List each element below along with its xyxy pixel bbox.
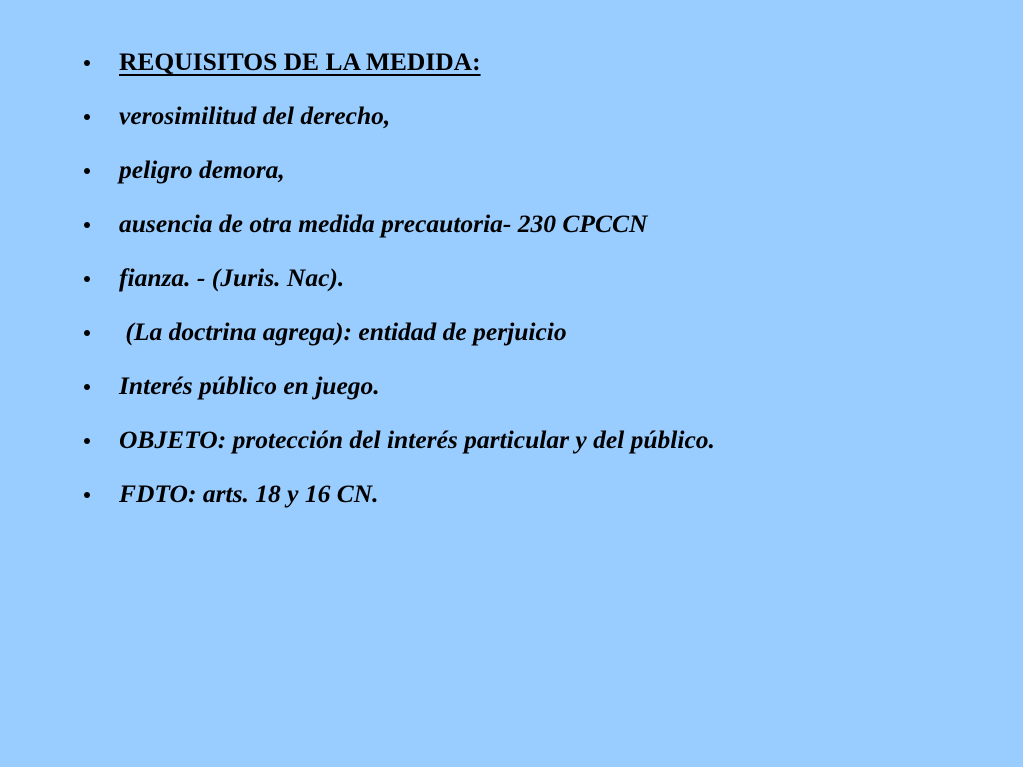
bullet-icon (84, 168, 90, 174)
bullet-icon (84, 330, 90, 336)
list-item-text: (La doctrina agrega): entidad de perjuicio (119, 317, 567, 346)
list-item-text: OBJETO: protección del interés particular y del público. (119, 425, 715, 454)
bullet-icon (84, 492, 90, 498)
bullet-icon (84, 276, 90, 282)
bullet-icon (84, 384, 90, 390)
list-item-text: fianza. - (Juris. Nac). (119, 263, 345, 292)
bullet-icon (84, 114, 90, 120)
bullet-icon (84, 438, 90, 444)
list-item-text: ausencia de otra medida precautoria- 230 CPCCN (119, 209, 648, 238)
bullet-icon (84, 60, 90, 66)
bullet-icon (84, 222, 90, 228)
list-item-text: Interés público en juego. (119, 371, 380, 400)
requisitos-heading: REQUISITOS DE LA MEDIDA: (119, 47, 481, 76)
list-item-text: verosimilitud del derecho, (119, 101, 391, 130)
list-item-text: peligro demora, (119, 155, 285, 184)
list-item-text: FDTO: arts. 18 y 16 CN. (119, 479, 379, 508)
